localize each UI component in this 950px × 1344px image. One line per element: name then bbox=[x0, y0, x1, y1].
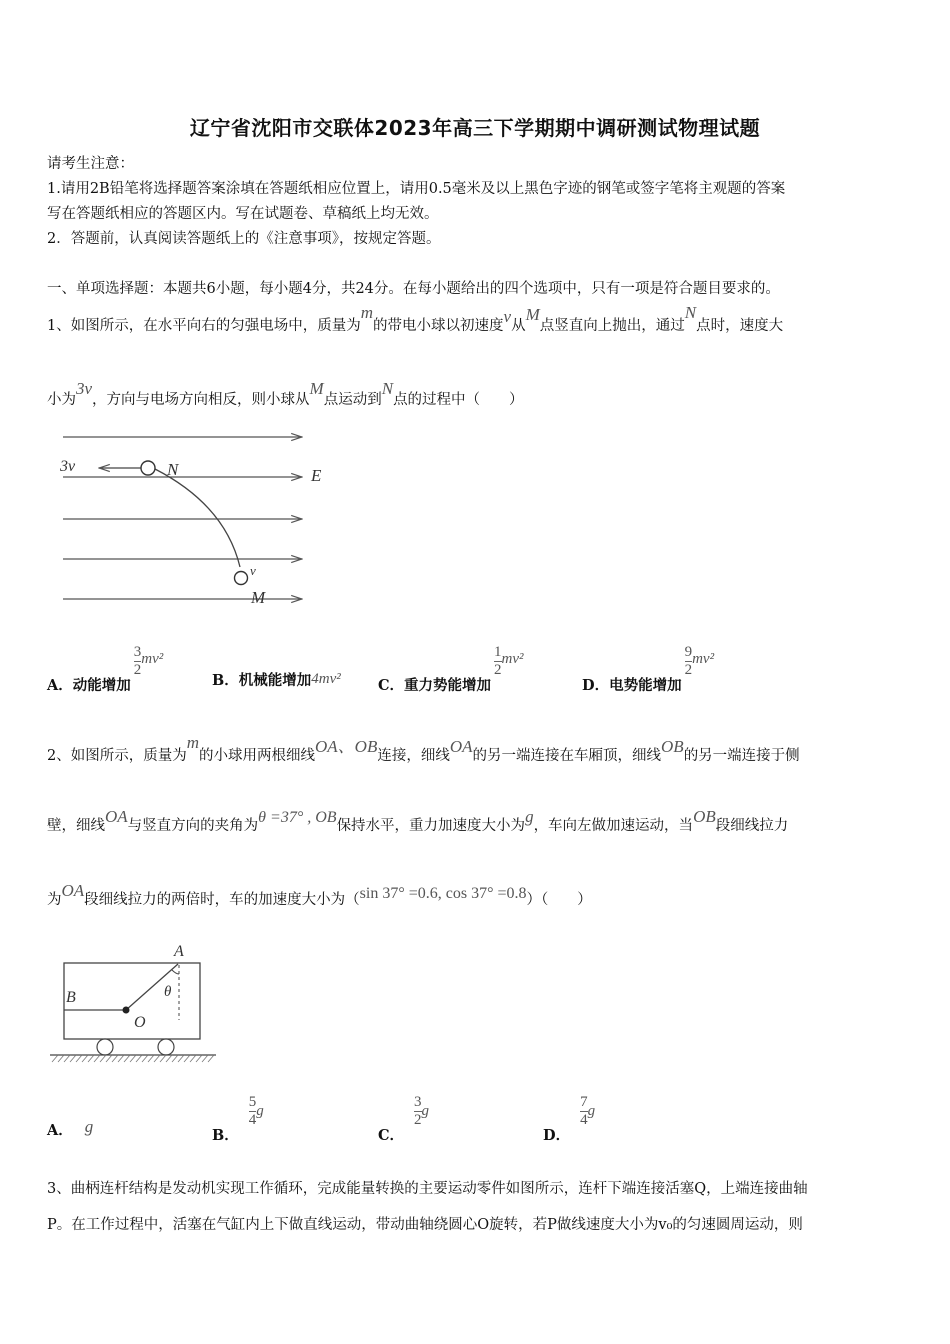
q1-option-b[interactable] bbox=[212, 644, 341, 689]
q3-line2: P。在工作过程中，活塞在气缸内上下做直线运动，带动曲轴绕圆心O旋转，若P做线速度大小为v₀的匀速圆周运动，则 bbox=[47, 1217, 803, 1233]
notice-item1-line2: 写在答题纸相应的答题区内。写在试题卷、草稿纸上均无效。 bbox=[47, 206, 439, 222]
q2-text: 连接，细线 bbox=[377, 748, 450, 764]
label-m: M bbox=[251, 588, 266, 607]
q1-text: 点的过程中（ ） bbox=[393, 392, 524, 408]
option-d-label: D． bbox=[543, 1127, 571, 1144]
option-d-tail: g bbox=[587, 1103, 596, 1119]
ground-hatching bbox=[52, 1055, 214, 1062]
q1-speed-3v: 3v bbox=[76, 379, 93, 398]
option-b-value: 4mv² bbox=[311, 671, 341, 687]
q2-theta-equation: θ =37° , OB bbox=[258, 809, 337, 826]
q2-oa-symbol: OA bbox=[61, 881, 85, 900]
label-b: B bbox=[66, 989, 76, 1006]
q2-line2 bbox=[47, 807, 789, 835]
q2-line1 bbox=[47, 733, 800, 765]
page-title: 辽宁省沈阳市交联体2023年高三下学期期中调研测试物理试题 bbox=[189, 116, 761, 140]
notice-item2: 2．答题前，认真阅读答题纸上的《注意事项》，按规定答题。 bbox=[47, 231, 441, 247]
q3-line1: 3、曲柄连杆结构是发动机实现工作循环，完成能量转换的主要运动零件如图所示，连杆下端连接活塞Q，上端连接曲轴 bbox=[47, 1181, 808, 1197]
trajectory-curve bbox=[155, 469, 240, 567]
fraction: $\frac{7}{4}$ bbox=[580, 1094, 588, 1128]
q1-point-n: N bbox=[684, 303, 697, 322]
q1-text: 点竖直向上抛出，通过 bbox=[539, 318, 685, 334]
q1-text: 点时，速度大 bbox=[696, 318, 784, 334]
q1-line2 bbox=[47, 379, 524, 409]
label-o: O bbox=[134, 1014, 146, 1031]
option-a-value: g bbox=[84, 1117, 94, 1136]
label-e: E bbox=[311, 466, 322, 485]
option-d-tail: mv² bbox=[692, 651, 715, 667]
cart-wheel bbox=[158, 1039, 174, 1055]
ball-at-m bbox=[235, 572, 248, 585]
label-theta: θ bbox=[164, 984, 172, 1000]
fraction: $\frac{1}{2}$ bbox=[494, 644, 502, 678]
q1-text: 点运动到 bbox=[323, 392, 382, 408]
q2-text: 的另一端连接在车厢顶，细线 bbox=[472, 748, 662, 764]
q1-option-a[interactable] bbox=[47, 644, 164, 694]
option-c-tail: mv² bbox=[501, 651, 524, 667]
option-d-label: D．电势能增加 bbox=[582, 677, 682, 694]
q1-option-c[interactable] bbox=[378, 644, 524, 694]
q1-line1 bbox=[47, 303, 784, 335]
option-b-label: B． bbox=[212, 1127, 239, 1144]
label-n: N bbox=[167, 460, 179, 479]
option-a-tail: mv² bbox=[141, 651, 164, 667]
q1-text: 1、如图所示，在水平向右的匀强电场中，质量为 bbox=[47, 318, 361, 334]
q2-cart-diagram bbox=[48, 938, 223, 1066]
q2-text: 段细线拉力的两倍时，车的加速度大小为（ bbox=[84, 892, 360, 908]
q2-text: 2、如图所示，质量为 bbox=[47, 748, 187, 764]
option-c-label: C．重力势能增加 bbox=[378, 677, 492, 694]
option-b-tail: g bbox=[256, 1103, 264, 1119]
q1-text: 的带电小球以初速度 bbox=[373, 318, 504, 334]
section-heading: 一、单项选择题：本题共6小题，每小题4分，共24分。在每小题给出的四个选项中，只有一项是符合题目要求的。 bbox=[47, 281, 780, 297]
q1-point-n: N bbox=[381, 379, 394, 398]
q2-line3 bbox=[47, 881, 592, 909]
q2-text: 壁，细线 bbox=[47, 818, 105, 834]
q2-text: ）（ ） bbox=[526, 892, 592, 908]
q1-field-diagram bbox=[55, 425, 340, 610]
q2-option-a[interactable] bbox=[47, 1094, 94, 1139]
q2-ob-symbol: OB bbox=[661, 737, 684, 756]
q2-oa-symbol: OA bbox=[105, 807, 128, 826]
cart-body bbox=[64, 963, 200, 1039]
q1-point-m: M bbox=[309, 379, 324, 398]
q2-trig-values: sin 37° =0.6, cos 37° =0.8 bbox=[359, 885, 527, 902]
q2-text: 与竖直方向的夹角为 bbox=[127, 818, 259, 834]
q2-option-b[interactable] bbox=[212, 1094, 264, 1144]
label-a: A bbox=[174, 943, 184, 960]
q1-mass-symbol: m bbox=[360, 303, 374, 322]
angle-arc bbox=[172, 970, 179, 974]
q2-oa-symbol: OA bbox=[449, 737, 473, 756]
q2-text: ，车向左做加速运动，当 bbox=[533, 818, 694, 834]
q2-text: 的小球用两根细线 bbox=[199, 748, 316, 764]
q1-point-m: M bbox=[525, 305, 540, 324]
cart-wheel bbox=[97, 1039, 113, 1055]
fraction: $\frac{3}{2}$ bbox=[133, 644, 142, 678]
q2-text: 保持水平，重力加速度大小为 bbox=[336, 818, 526, 834]
q2-lines-symbol: OA、OB bbox=[315, 737, 378, 756]
q2-option-d[interactable] bbox=[543, 1094, 596, 1144]
q1-text: 小为 bbox=[47, 392, 76, 408]
q1-text: ，方向与电场方向相反，则小球从 bbox=[92, 392, 310, 408]
option-c-tail: g bbox=[421, 1103, 430, 1119]
ball-o bbox=[123, 1007, 130, 1014]
ball-at-n bbox=[141, 461, 155, 475]
q1-velocity-symbol: v bbox=[503, 307, 512, 326]
option-b-label: B．机械能增加 bbox=[212, 672, 312, 689]
fraction: $\frac{9}{2}$ bbox=[684, 644, 693, 678]
q2-text: 为 bbox=[47, 892, 62, 908]
q2-text: 的另一端连接于侧 bbox=[683, 748, 800, 764]
label-3v: 3v bbox=[60, 458, 76, 475]
option-c-label: C． bbox=[378, 1127, 405, 1144]
q1-text: 从 bbox=[511, 318, 526, 334]
fraction: $\frac{5}{4}$ bbox=[248, 1094, 257, 1128]
fraction: $\frac{3}{2}$ bbox=[414, 1094, 422, 1128]
q2-mass-symbol: m bbox=[186, 733, 200, 752]
option-a-label: A． bbox=[47, 1122, 73, 1139]
q2-option-c[interactable] bbox=[378, 1094, 430, 1144]
q2-g-symbol: g bbox=[525, 807, 534, 826]
option-a-label: A．动能增加 bbox=[47, 677, 131, 694]
q1-option-d[interactable] bbox=[582, 644, 715, 694]
label-v: v bbox=[250, 563, 256, 578]
q2-ob-symbol: OB bbox=[693, 807, 716, 826]
notice-heading: 请考生注意： bbox=[47, 156, 134, 172]
notice-item1-line1: 1.请用2B铅笔将选择题答案涂填在答题纸相应位置上，请用0.5毫米及以上黑色字迹的钢笔或签字笔将主观题的答案 bbox=[47, 181, 786, 197]
q2-text: 段细线拉力 bbox=[715, 818, 789, 834]
